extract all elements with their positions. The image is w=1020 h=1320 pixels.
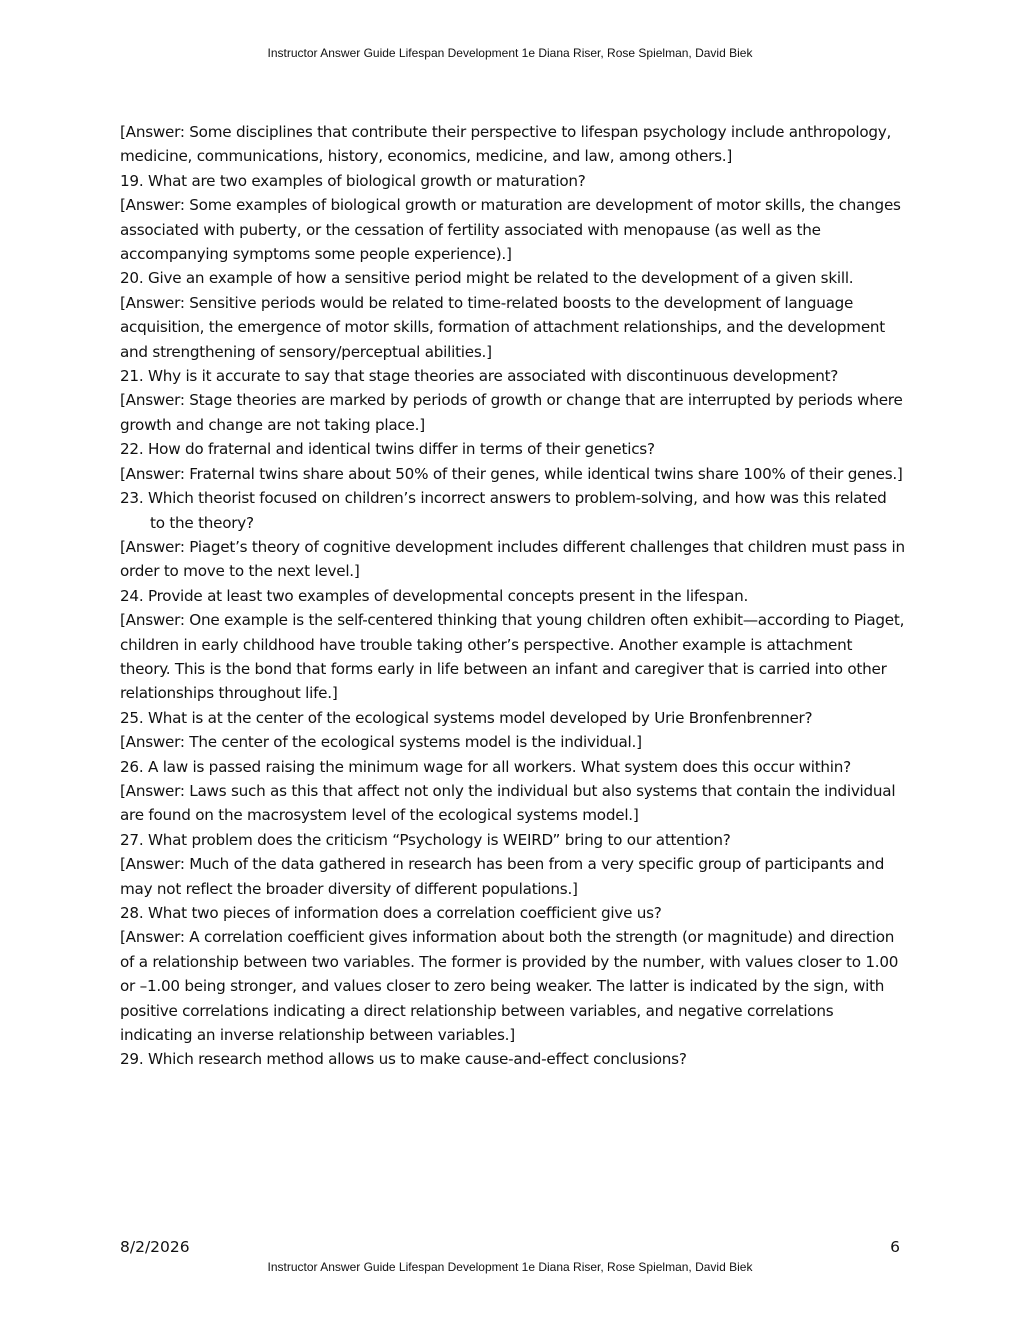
question-item: 22. How do fraternal and identical twins differ in terms of their genetics? xyxy=(120,440,655,459)
document-body xyxy=(120,120,905,1072)
footer-date: 8/2/2026 xyxy=(120,1238,190,1256)
page-number: 6 xyxy=(890,1238,900,1256)
answer-paragraph: [Answer: A correlation coefficient gives information about both the strength (or magnitude) and direction of a relationship between two variables. The former is provided by the number, with values closer to 1.00 or –1.00 being stronger, and values closer to zero being weaker. The latter is indicated by the sign, with positive correlations indicating a direct relationship between variables, and negative correlations indicating an inverse relationship between variables.] xyxy=(120,928,899,1045)
question-item: 28. What two pieces of information does a correlation coefficient give us? xyxy=(120,904,662,922)
question-item: 20. Give an example of how a sensitive period might be related to the development of a given skill. xyxy=(120,269,854,288)
answer-paragraph: [Answer: Stage theories are marked by periods of growth or change that are interrupted by periods where growth and change are not taking place.] xyxy=(120,391,903,434)
answer-paragraph: [Answer: The center of the ecological systems model is the individual.] xyxy=(120,733,642,752)
running-footer: Instructor Answer Guide Lifespan Development 1e Diana Riser, Rose Spielman, David Biek xyxy=(267,1260,753,1274)
question-item: 26. A law is passed raising the minimum wage for all workers. What system does this occur within? xyxy=(120,757,851,776)
answer-paragraph: [Answer: Laws such as this that affect not only the individual but also systems that contain the individual are found on the macrosystem level of the ecological systems model.] xyxy=(120,781,896,825)
question-item: 27. What problem does the criticism “Psychology is WEIRD” bring to our attention? xyxy=(120,830,731,849)
answer-paragraph: [Answer: Some examples of biological growth or maturation are development of motor skills, the changes associated with puberty, or the cessation of fertility associated with menopause (as well as the accompanying symptoms some people experience).] xyxy=(120,196,901,264)
answer-paragraph: [Answer: Some disciplines that contribute their perspective to lifespan psychology include anthropology, medicine, communications, history, economics, medicine, and law, among others.] xyxy=(120,123,892,166)
answer-paragraph: [Answer: Much of the data gathered in research has been from a very specific group of participants and may not reflect the broader diversity of different populations.] xyxy=(120,855,885,898)
question-item: 23. Which theorist focused on children’s incorrect answers to problem-solving, and how was this related to the theory? xyxy=(120,489,887,532)
question-item: 21. Why is it accurate to say that stage theories are associated with discontinuous development? xyxy=(120,367,839,386)
running-header: Instructor Answer Guide Lifespan Development 1e Diana Riser, Rose Spielman, David Biek xyxy=(267,46,753,60)
answer-paragraph: [Answer: Sensitive periods would be related to time-related boosts to the development of language acquisition, the emergence of motor skills, formation of attachment relationships, and the development and strengthening of sensory/perceptual abilities.] xyxy=(120,293,885,361)
answer-paragraph: [Answer: One example is the self-centered thinking that young children often exhibit—according to Piaget, children in early childhood have trouble taking other’s perspective. Another example is attachment theory. This is the bond that forms early in life between an infant and caregiver that is carried into other relationships throughout life.] xyxy=(120,611,905,703)
question-item: 29. Which research method allows us to make cause-and-effect conclusions? xyxy=(120,1050,687,1069)
question-item: 19. What are two examples of biological growth or maturation? xyxy=(120,171,586,190)
answer-paragraph: [Answer: Piaget’s theory of cognitive development includes different challenges that children must pass in order to move to the next level.] xyxy=(120,537,905,581)
question-item: 25. What is at the center of the ecological systems model developed by Urie Bronfenbrenner? xyxy=(120,708,813,727)
answer-paragraph: [Answer: Fraternal twins share about 50% of their genes, while identical twins share 100% of their genes.] xyxy=(120,464,903,483)
question-item: 24. Provide at least two examples of developmental concepts present in the lifespan. xyxy=(120,586,749,605)
